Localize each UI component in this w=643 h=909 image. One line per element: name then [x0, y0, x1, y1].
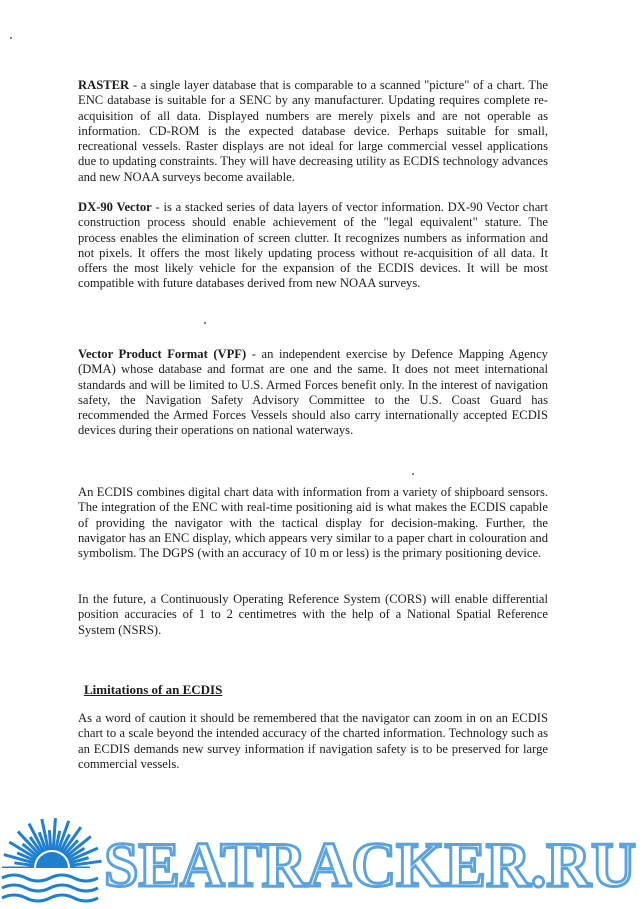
- paragraph-dx90-vector: [78, 200, 548, 292]
- scan-speck: [412, 473, 414, 475]
- term-dx90-vector: DX-90 Vector: [78, 200, 152, 214]
- paragraph-limitations: [78, 711, 548, 772]
- watermark: [0, 808, 643, 909]
- scan-speck: [204, 322, 206, 324]
- sun-ray: [49, 830, 50, 850]
- paragraph-ecdis-text: An ECDIS combines digital chart data with information from a variety of shipboard sensors. The integration of the ENC with real-time positioning aid is what makes the ECDIS capable of providing the navigator with the tactical display for decision-making. Further, the navigator has an ENC display, which appears very similar to a paper chart in colouration and symbolism. The DGPS (with an accuracy of 10 m or less) is the primary positioning device.: [78, 485, 548, 561]
- paragraph-ecdis-combines: [78, 485, 548, 561]
- paragraph-cors-text: In the future, a Continuously Operating Reference System (CORS) will enable differential position accuracies of 1 to 2 centimetres with the help of a National Spatial Reference System (NSRS).: [78, 592, 548, 637]
- paragraph-limitations-text: As a word of caution it should be remembered that the navigator can zoom in on an ECDIS chart to a scale beyond the intended accuracy of the charted information. Technology such as an ECDIS demands new survey information if navigation safety is to be preserved for large commercial vessels.: [78, 711, 548, 771]
- sun-ray: [53, 818, 55, 850]
- term-raster: RASTER: [78, 78, 130, 92]
- scan-speck: [10, 37, 12, 39]
- term-vpf: Vector Product Format (VPF): [78, 347, 247, 361]
- paragraph-cors: [78, 592, 548, 638]
- paragraph-raster: [78, 78, 548, 185]
- watermark-text: SEATRACKER.RU: [104, 829, 636, 900]
- paragraph-vpf-text: - an independent exercise by Defence Mapping Agency (DMA) whose database and format are one and the same. It does not meet international standards and will be limited to U.S. Armed Forces benefit only. In the interest of navigation safety, the Navigation Safety Advisory Committee to the U.S. Coast Guard has recommended the Armed Forces Vessels should also carry internationally accepted ECDIS devices during their operations on national waterways.: [78, 347, 548, 438]
- paragraph-vpf: [78, 347, 548, 439]
- paragraph-raster-text: - a single layer database that is comparable to a scanned "picture" of a chart. The ENC database is suitable for a SENC by any manufacturer. Updating requires complete re-acquisition of all data. Displayed numbers are merely pixels and are not operable as information. CD-ROM is the expected database device. Perhaps suitable for small, recreational vessels. Raster displays are not ideal for large commercial vessel applications due to updating constraints. They will have decreasing utility as ECDIS technology advances and new NOAA surveys become available.: [78, 78, 548, 184]
- sun-logo-icon: [2, 818, 102, 901]
- paragraph-dx90-text: - is a stacked series of data layers of vector information. DX-90 Vector chart construction process should enable achievement of the "legal equivalent" stature. The process enables the elimination of screen clutter. It recognizes numbers as information and not pixels. It offers the most likely updating process without re-acquisition of all data. It offers the most likely vehicle for the expansion of the ECDIS devices. It will be most compatible with future databases derived from new NOAA surveys.: [78, 200, 548, 291]
- section-heading-limitations: Limitations of an ECDIS: [84, 682, 223, 697]
